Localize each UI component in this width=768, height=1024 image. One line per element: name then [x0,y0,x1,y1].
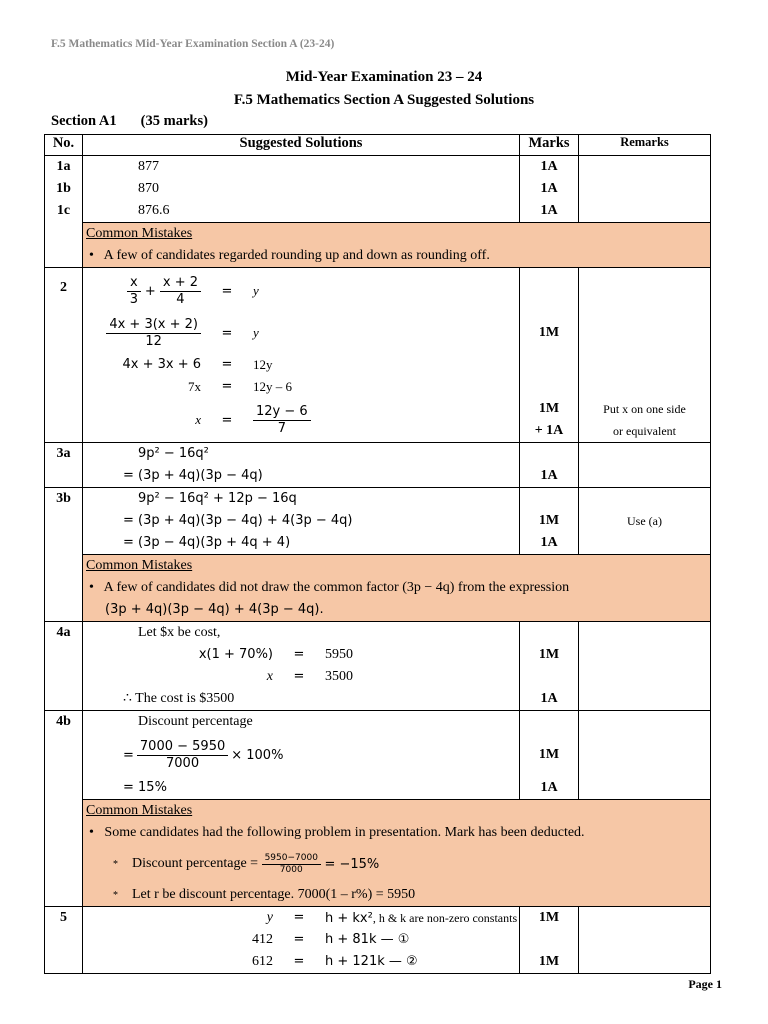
table-row [45,711,711,800]
table-row [45,622,711,711]
marks-cell: 1A 1A 1A [520,156,579,223]
solution-cell: $\frac{x}{3}$ + $\frac{x + 2}{4}$ = y $\frac{4x + 3(x + 2)}{12}$ = y 4x + 3x + 6 = 12y 7x = 12y – 6 x = $\frac{12y - 6}{7}$ [83,268,520,443]
doc-title: Mid-Year Examination 23 – 24 [285,69,483,85]
section-heading [51,113,208,130]
table-row [45,443,711,488]
table-row [45,156,711,223]
marks-cell: 1M 1M [520,907,579,974]
solution-cell: Let $x be cost, x(1 + 70%) = 5950 x = 3500 ∴ The cost is $3500 [83,622,520,711]
remarks-cell: Use (a) [579,488,711,555]
marks-cell: 1M 1A [520,488,579,555]
solution-cell: Discount percentage = $\frac{7000 - 5950}{7000}$ × 100% = 15% [83,711,520,800]
remarks-cell [579,156,711,223]
table-header-row [45,135,711,156]
remarks-cell [579,711,711,800]
table-row [45,907,711,974]
question-no: 2 [45,268,83,443]
page-number: Page 1 [688,977,722,991]
question-no: 4b [45,711,83,907]
marks-cell: 1M 1A [520,711,579,800]
question-no: 3a [45,443,83,488]
question-no: 4a [45,622,83,711]
remarks-cell [579,622,711,711]
solution-cell: 877 870 876.6 [83,156,520,223]
common-mistakes-row [45,555,711,622]
solution-cell: 9p² − 16q² = (3p + 4q)(3p − 4q) [83,443,520,488]
common-mistakes: Common Mistakes • A few of candidates did not draw the common factor (3p − 4q) from the expression (3p + 4q)(3p − 4q) + 4(3p − 4q). [83,555,711,622]
remarks-cell [579,907,711,974]
common-mistakes-row [45,800,711,907]
doc-subtitle: F.5 Mathematics Section A Suggested Solutions [233,92,535,108]
col-remarks: Remarks [579,135,711,156]
remarks-cell: Put x on one side or equivalent [579,268,711,443]
common-mistakes-row [45,223,711,268]
common-mistakes: Common Mistakes • A few of candidates regarded rounding up and down as rounding off. [83,223,711,268]
solution-cell: y = h + kx², h & k are non-zero constants 412 = h + 81k — ① 612 = h + 121k — ② [83,907,520,974]
marks-cell: 1A [520,443,579,488]
question-no: 1a 1b 1c [45,156,83,268]
section-marks: (35 marks) [140,113,208,129]
col-solutions: Suggested Solutions [83,135,520,156]
solutions-table [44,134,711,974]
remarks-cell [579,443,711,488]
running-header: F.5 Mathematics Mid-Year Examination Section A (23-24) [51,38,335,50]
marks-cell: 1M 1M + 1A [520,268,579,443]
question-no: 5 [45,907,83,974]
col-no: No. [45,135,83,156]
table-row [45,488,711,555]
common-mistakes: Common Mistakes • Some candidates had the following problem in presentation. Mark has been deducted. * Discount percentage = $\frac{5950-7000}{7000}$ = −15% * Let r be discount percentage. 7000(1 – r%) = 5950 [83,800,711,907]
table-row [45,268,711,443]
col-marks: Marks [520,135,579,156]
marks-cell: 1M 1A [520,622,579,711]
section-name: Section A1 [51,113,117,129]
solution-cell: 9p² − 16q² + 12p − 16q = (3p + 4q)(3p − 4q) + 4(3p − 4q) = (3p − 4q)(3p + 4q + 4) [83,488,520,555]
question-no: 3b [45,488,83,622]
